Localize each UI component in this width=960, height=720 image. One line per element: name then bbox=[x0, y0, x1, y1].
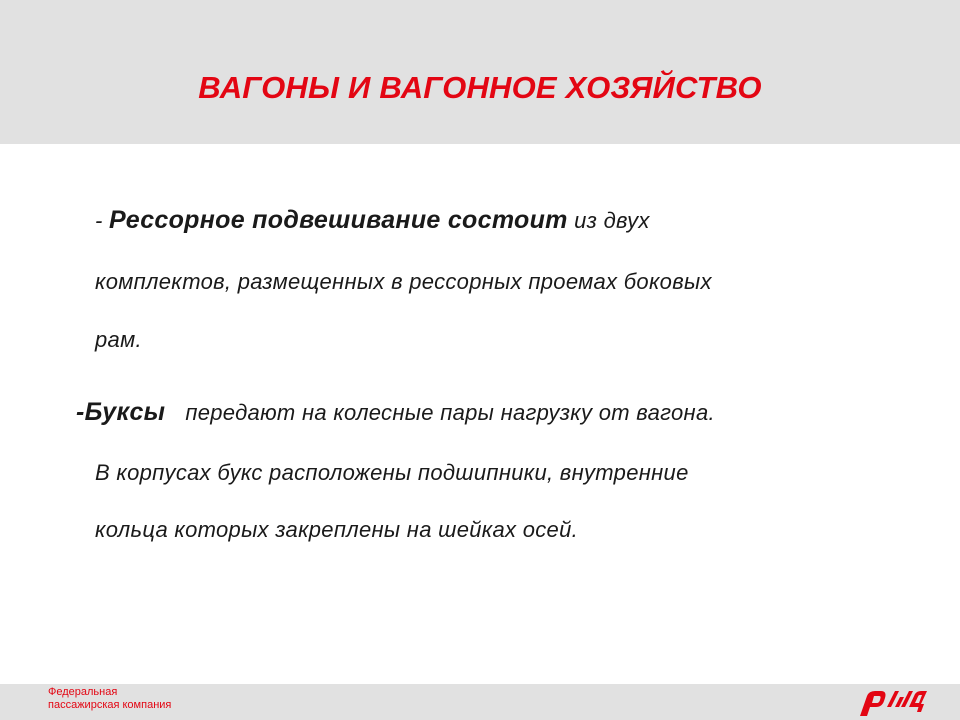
footer-company-line-2: пассажирская компания bbox=[48, 699, 172, 711]
paragraph-2-term: -Буксы bbox=[76, 398, 166, 426]
paragraph-2-line-1 bbox=[76, 398, 715, 427]
rzd-logo-icon bbox=[857, 686, 929, 718]
paragraph-2-rest: передают на колесные пары нагрузку от вагона. bbox=[185, 400, 715, 425]
footer-company-line-1: Федеральная bbox=[48, 686, 118, 698]
paragraph-2-line-2: В корпусах букс расположены подшипники, внутренние bbox=[95, 460, 689, 485]
paragraph-1-line-1 bbox=[95, 206, 650, 235]
footer-company-name bbox=[48, 686, 171, 712]
paragraph-1-line-2: комплектов, размещенных в рессорных проемах боковых bbox=[95, 269, 712, 294]
slide-title: ВАГОНЫ И ВАГОННОЕ ХОЗЯЙСТВО bbox=[198, 70, 762, 105]
paragraph-1-term: Рессорное подвешивание состоит bbox=[109, 206, 568, 234]
paragraph-1-line-3: рам. bbox=[95, 327, 142, 352]
paragraph-2-line-3: кольца которых закреплены на шейках осей. bbox=[95, 517, 579, 542]
paragraph-1-dash: - bbox=[95, 208, 110, 233]
paragraph-1-rest: из двух bbox=[567, 208, 650, 233]
